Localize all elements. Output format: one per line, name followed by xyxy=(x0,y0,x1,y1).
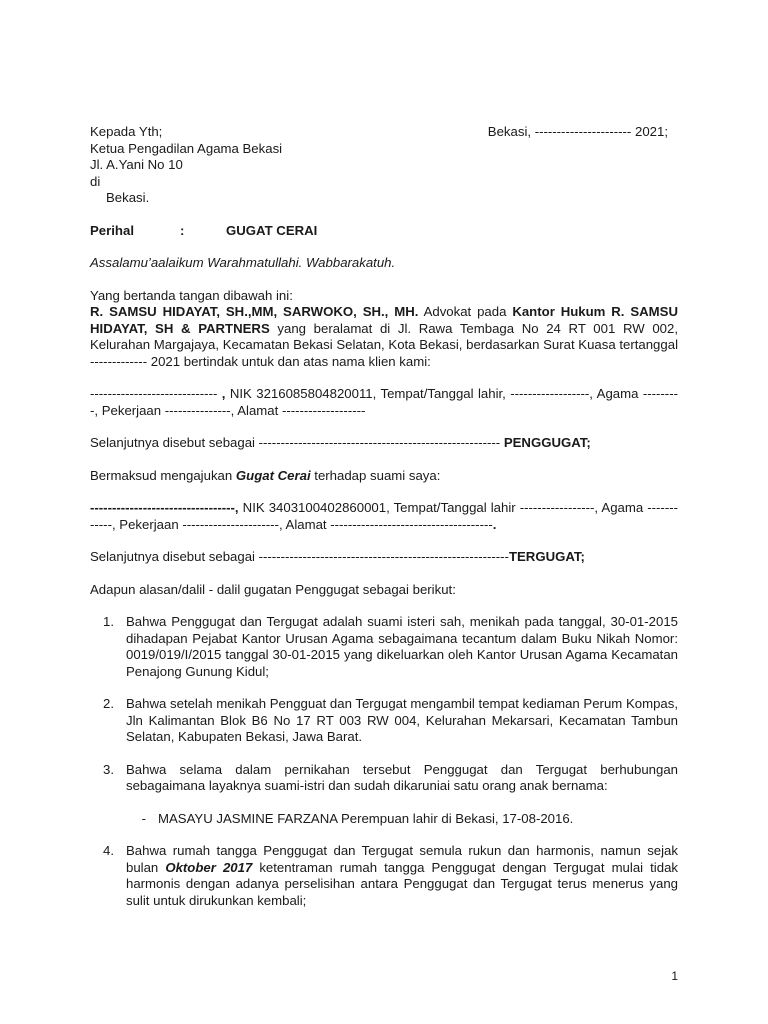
advokat-pada: Advokat pada xyxy=(418,304,513,319)
defendant-end: . xyxy=(492,516,497,532)
letter-body xyxy=(90,124,678,925)
kepada-line: Kepada Yth; xyxy=(90,124,163,139)
list-item-number: 1. xyxy=(103,614,114,629)
plaintiff-role-prefix: Selanjutnya disebut sebagai ------------------------------------------------------- xyxy=(90,435,504,450)
list-item-text: Bahwa setelah menikah Pengguat dan Tergugat mengambil tempat kediaman Perum Kompas, Jln Kalimantan Blok B6 No 17 RT 003 RW 004, Kelurahan Mekarsari, Kecamatan Tambun Selatan, Kabupaten Bekasi, Jawa Barat. xyxy=(126,696,678,744)
page-number: 1 xyxy=(671,969,678,983)
defendant-details: NIK 3403100402860001, Tempat/Tanggal lahir -----------------, Agama ------------, Pekerjaan ----------------------, Alamat ------------------------------------- xyxy=(90,500,678,532)
list-item-text xyxy=(126,843,678,909)
r4-post: ketentraman rumah tangga Penggugat dengan Tergugat mulai tidak harmonis dengan adanya perselisihan antara Penggugat dan Tergugat terus menerus yang sulit untuk dirukunkan kembali; xyxy=(126,859,678,908)
intro-rest: yang beralamat di Jl. Rawa Tembaga No 24 RT 001 RW 002, Kelurahan Margajaya, Kecamatan Bekasi Selatan, Kota Bekasi, berdasarkan Surat Kuasa tertanggal ------------- 2021 bertindak untuk dan atas nama klien kami: xyxy=(90,320,678,369)
intro-paragraph xyxy=(90,304,678,370)
defendant-role-prefix: Selanjutnya disebut sebagai --------------------------------------------------------- xyxy=(90,549,509,564)
r4-pre: Bahwa rumah tangga Penggugat dan Tergugat semula rukun dan harmonis, namun sejak bulan xyxy=(126,843,678,875)
list-item-number: 4. xyxy=(103,843,114,858)
r4-emphasis: Oktober 2017 xyxy=(165,859,253,875)
perihal-label: Perihal xyxy=(90,222,134,238)
defendant-role: TERGUGAT; xyxy=(508,549,585,564)
list-item xyxy=(90,762,678,795)
list-item xyxy=(90,696,678,746)
intent-term: Gugat Cerai xyxy=(235,467,311,483)
plaintiff-role: PENGGUGAT; xyxy=(503,435,591,450)
perihal-colon: : xyxy=(180,222,185,238)
plaintiff-paragraph xyxy=(90,386,678,419)
list-item-text: Bahwa selama dalam pernikahan tersebut Penggugat dan Tergugat berhubungan sebagaimana layaknya suami-istri dan sudah dikaruniai satu orang anak bernama: xyxy=(126,761,678,793)
plaintiff-details: NIK 3216085804820011, Tempat/Tanggal lahir, ------------------, Agama ---------, Pekerjaan ---------------, Alamat ------------------- xyxy=(90,386,678,418)
plaintiff-comma: , xyxy=(221,386,226,401)
intro-lead: Yang bertanda tangan dibawah ini: xyxy=(90,287,293,303)
intent-line xyxy=(90,468,678,485)
child-text: MASAYU JASMINE FARZANA Perempuan lahir di Bekasi, 17-08-2016. xyxy=(158,810,574,826)
salam: Assalamu’aalaikum Warahmatullahi. Wabbarakatuh. xyxy=(90,255,396,270)
plaintiff-role-line xyxy=(90,435,678,452)
list-item-number: 3. xyxy=(103,761,114,777)
city-line: Bekasi. xyxy=(106,190,150,205)
child-item xyxy=(90,811,678,828)
letter-header xyxy=(90,124,678,207)
advocates-names: R. SAMSU HIDAYAT, SH.,MM, SARWOKO, SH., MH. xyxy=(90,304,419,319)
list-item xyxy=(90,843,678,909)
defendant-name-blank: ---------------------------------, xyxy=(90,500,239,515)
list-item-number: 2. xyxy=(103,696,114,711)
defendant-role-line xyxy=(90,549,678,566)
intent-prefix: Bermaksud mengajukan xyxy=(90,467,236,483)
defendant-paragraph xyxy=(90,500,678,533)
place-date: Bekasi, ---------------------- 2021; xyxy=(487,124,668,139)
reasons-lead: Adapun alasan/dalil - dalil gugatan Penggugat sebagai berikut: xyxy=(90,581,456,597)
intent-suffix: terhadap suami saya: xyxy=(310,467,441,483)
child-dash: - xyxy=(141,810,146,826)
list-item xyxy=(90,614,678,680)
di-line: di xyxy=(90,173,101,189)
perihal-line xyxy=(90,223,678,240)
law-firm-name: Kantor Hukum R. SAMSU HIDAYAT, SH & PARTNERS xyxy=(90,304,678,336)
reasons-list xyxy=(90,614,678,909)
street-line: Jl. A.Yani No 10 xyxy=(90,157,183,172)
addressee-line: Ketua Pengadilan Agama Bekasi xyxy=(90,140,283,156)
perihal-value: GUGAT CERAI xyxy=(226,222,318,238)
plaintiff-name-blank: ----------------------------- xyxy=(90,386,222,401)
list-item-text: Bahwa Penggugat dan Tergugat adalah suami isteri sah, menikah pada tanggal, 30-01-2015 dihadapan Pejabat Kantor Urusan Agama sebagaimana tecantum dalam Buku Nikah Nomor: 0019/019/I/2015 tanggal 30-01-2015 yang dikeluarkan oleh Kantor Urusan Agama Kecamatan Penajong Gunung Kidul; xyxy=(126,614,678,679)
